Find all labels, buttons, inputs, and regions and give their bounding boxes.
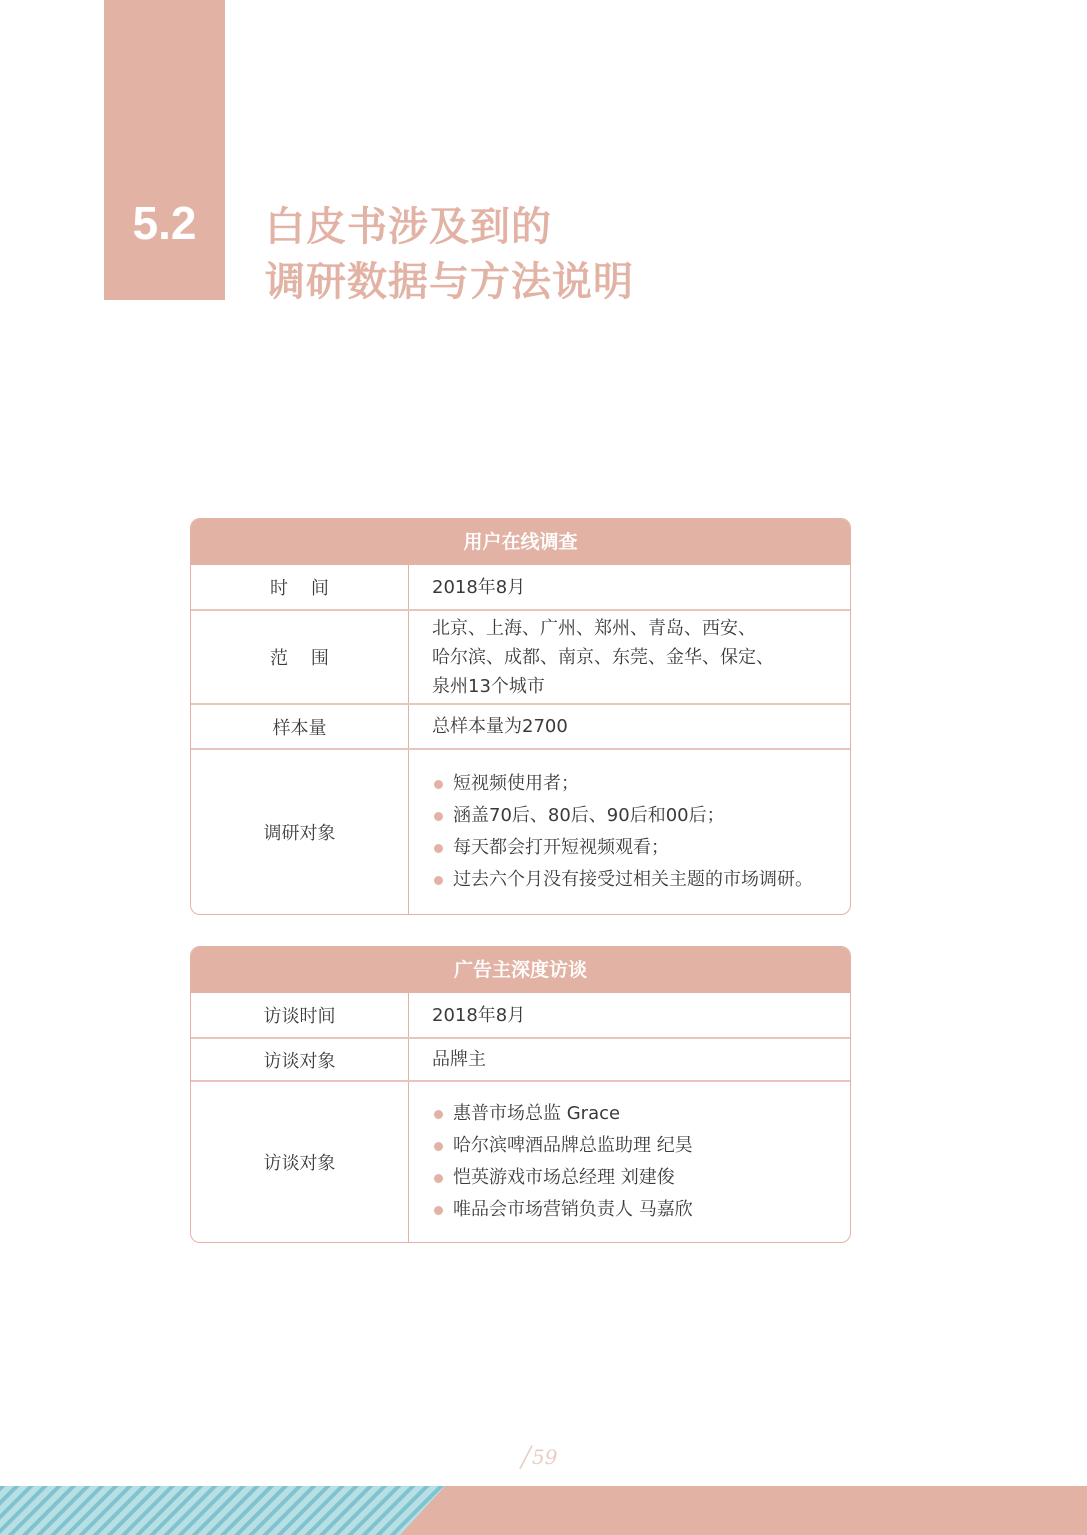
row-value	[409, 611, 850, 703]
table-row	[191, 1080, 850, 1242]
bullet-list	[432, 1098, 850, 1226]
footer-decoration	[0, 1486, 1087, 1535]
table-header: 广告主深度访谈	[191, 947, 850, 993]
section-number: 5.2	[132, 197, 197, 249]
title-line-2: 调研数据与方法说明	[265, 259, 634, 305]
row-value: 2018年8月	[432, 576, 526, 598]
row-value: 总样本量为2700	[432, 716, 568, 737]
table-header: 用户在线调查	[191, 519, 850, 565]
page-slash-icon: ╱	[520, 1445, 533, 1469]
table-row	[191, 565, 850, 609]
row-value	[409, 750, 850, 914]
survey-table	[190, 518, 851, 915]
table-row	[191, 993, 850, 1037]
page-number-text: 59	[532, 1445, 558, 1469]
table-row	[191, 1037, 850, 1080]
section-color-block	[104, 0, 225, 300]
list-item: 哈尔滨啤酒品牌总监助理 纪昊	[432, 1130, 850, 1162]
list-item: 短视频使用者；	[432, 768, 850, 800]
table-row	[191, 748, 850, 914]
title-line-1: 白皮书涉及到的	[265, 204, 552, 250]
table-row	[191, 609, 850, 703]
value-line: 泉州13个城市	[432, 675, 545, 697]
value-line: 哈尔滨、成都、南京、东莞、金华、保定、	[432, 646, 774, 668]
row-label: 访谈时间	[191, 993, 409, 1037]
list-item: 唯品会市场营销负责人 马嘉欣	[432, 1194, 850, 1226]
footer-stripes	[0, 1486, 460, 1535]
footer-accent-band	[400, 1486, 1087, 1535]
row-value: 2018年8月	[432, 1004, 526, 1026]
row-label: 调研对象	[191, 750, 409, 914]
row-value	[409, 1082, 850, 1242]
table-row	[191, 703, 850, 748]
list-item: 涵盖70后、80后、90后和00后；	[432, 800, 850, 832]
list-item: 惠普市场总监 Grace	[432, 1098, 850, 1130]
page-title	[265, 200, 634, 310]
interview-table	[190, 946, 851, 1243]
row-label: 样本量	[191, 705, 409, 748]
bullet-list	[432, 768, 850, 896]
list-item: 每天都会打开短视频观看；	[432, 832, 850, 864]
row-label: 范 围	[191, 611, 409, 703]
row-label: 访谈对象	[191, 1039, 409, 1080]
list-item: 恺英游戏市场总经理 刘建俊	[432, 1162, 850, 1194]
row-value: 品牌主	[432, 1049, 486, 1070]
row-label: 时 间	[191, 565, 409, 609]
list-item: 过去六个月没有接受过相关主题的市场调研。	[432, 864, 850, 896]
page-number	[520, 1445, 580, 1469]
value-line: 北京、上海、广州、郑州、青岛、西安、	[432, 617, 756, 639]
row-label: 访谈对象	[191, 1082, 409, 1242]
